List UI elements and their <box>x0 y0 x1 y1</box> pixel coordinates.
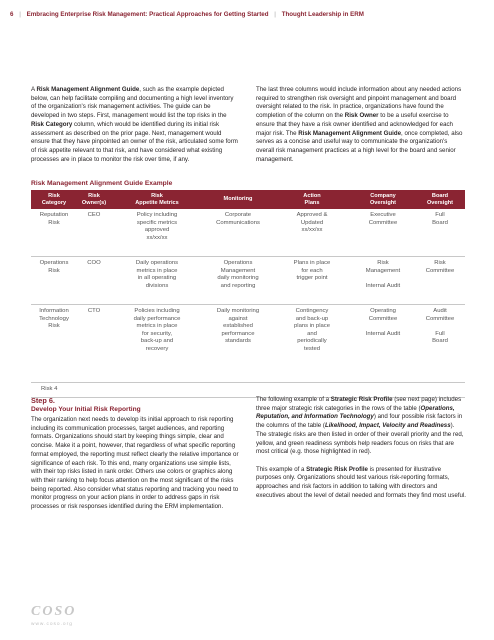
table-cell: Reputation Risk <box>39 212 69 226</box>
table-cell: Audit Committee Full Board <box>425 308 455 344</box>
table-row <box>31 257 465 305</box>
text-run: This example of a <box>256 465 307 473</box>
bold-term: Risk Owner <box>344 112 379 120</box>
column-header <box>415 190 465 209</box>
footer-url[interactable]: www.coso.org <box>31 622 73 627</box>
table-cell: Risk Management Internal Audit <box>365 260 401 289</box>
bold-term: Strategic Risk Profile <box>330 396 393 403</box>
intro-left-column <box>31 86 239 173</box>
text-run: to be a useful exercise to ensure that they have a risk owner identified and acknowledged for each major risk. The <box>256 112 453 137</box>
table-cell: COO <box>87 260 101 266</box>
bold-term: Risk Management Alignment Guide <box>36 86 140 93</box>
step-left-column <box>31 416 239 520</box>
text-run: column, which would be identified during its initial risk assessment as described on the prior page. Next, management would ensure that they have pinpointed an owner of the risk, articulated some form of risk appetite relevant to that risk, and have considered what existing processes are in place to monitor the risk over time, if any. <box>31 120 238 163</box>
series-title: Thought Leadership in ERM <box>281 11 364 18</box>
intro-paragraph <box>256 86 466 164</box>
table-cell: Contingency and back-up plans in place and periodically tested <box>293 308 331 352</box>
table-cell: Operations Risk <box>39 260 69 274</box>
alignment-guide-table <box>31 190 465 398</box>
column-header-label: Monitoring <box>223 196 253 202</box>
italic-term: Operations, Reputation, and Information Technology <box>256 404 455 421</box>
column-header <box>351 190 415 209</box>
table-header-row <box>31 190 465 209</box>
step-right-column <box>256 396 466 509</box>
column-header-label: Action Plans <box>303 192 321 206</box>
table-row <box>31 209 465 257</box>
header-separator: | <box>19 11 21 18</box>
profile-paragraph <box>256 396 466 457</box>
document-title: Embracing Enterprise Risk Management: Practical Approaches for Getting Started <box>26 11 269 18</box>
table-cell: Executive Committee <box>368 212 398 226</box>
text-run: A <box>31 86 37 93</box>
step-subheading: Develop Your Initial Risk Reporting <box>31 406 141 413</box>
intro-right-column <box>256 86 466 173</box>
header-separator: | <box>274 11 276 18</box>
coso-logo: COSO <box>31 604 77 619</box>
column-header <box>77 190 111 209</box>
profile-paragraph <box>256 466 466 501</box>
running-header <box>10 11 484 23</box>
page-number: 6 <box>10 11 14 18</box>
table-cell: Operations Management daily monitoring and reporting <box>217 260 259 289</box>
column-header <box>273 190 351 209</box>
table-cell: Policies including daily performance metrics in place for security, back-up and recovery <box>133 308 181 352</box>
text-run: is presented for illustrative purposes only. Organizations should test various risk-reporting formats, approaches and risk factors in addition to talking with directors and executives about the level of detail needed and formats they find most useful. <box>256 465 466 499</box>
table-cell: Policy including specific metrics approved xx/xx/xx <box>136 212 178 241</box>
text-run: , such as the example depicted below, can help facilitate compiling and documenting a high level inventory of the organization's risk management activities. The guide can be developed in two steps. First, management would list the top risks in the <box>31 86 234 120</box>
table-cell: Daily monitoring against established performance standards <box>216 308 260 344</box>
table-cell: Operating Committee Internal Audit <box>365 308 401 337</box>
column-header <box>31 190 77 209</box>
table-title: Risk Management Alignment Guide Example <box>31 180 173 187</box>
italic-term: Likelihood, Impact, Velocity and Readiness <box>324 422 451 430</box>
table-cell: CTO <box>87 308 101 314</box>
column-header-label: Risk Category <box>41 192 67 206</box>
table-cell: Risk 4 <box>41 386 58 392</box>
text-run: ) and four possible risk factors in the columns of the table ( <box>256 413 463 430</box>
column-header <box>203 190 273 209</box>
table-row <box>31 305 465 383</box>
table-cell: Corporate Communications <box>216 212 260 226</box>
text-run: , once completed, also serves as a concise and useful way to communicate the organization's overall risk management practices at a high level for the board and senior management. <box>256 129 463 163</box>
column-header-label: Board Oversight <box>426 192 454 206</box>
bold-term: Risk Category <box>31 120 73 128</box>
column-header-label: Company Oversight <box>369 192 397 206</box>
text-run: The following example of a <box>256 396 331 403</box>
intro-paragraph <box>31 86 239 164</box>
table-body <box>31 209 465 383</box>
table-cell: Full Board <box>432 212 448 226</box>
table-cell: Plans in place for each trigger point <box>293 260 331 281</box>
step-heading: Step 6. <box>31 396 55 405</box>
text-run: ). The strategic risks are then listed in order of their overall priority and the red, yellow, and green readiness symbols help readers focus on risks that are most critical (e.g. those highlighted in red). <box>256 422 464 456</box>
column-header-label: Risk Owner(s) <box>81 192 107 206</box>
table-cell: Risk Committee <box>425 260 455 274</box>
bold-term: Risk Management Alignment Guide <box>298 129 402 137</box>
table-cell: Daily operations metrics in place in all operating divisions <box>135 260 179 289</box>
table-cell: CEO <box>87 212 101 218</box>
table-cell: Information Technology Risk <box>39 308 69 329</box>
text-run: The last three columns would include information about any needed actions required to strengthen risk oversight and pinpoint management and board oversight related to the risk. In practice, organizations have found the completion of the column on the <box>256 86 462 120</box>
table-cell: Approved & Updated xx/xx/xx <box>296 212 328 233</box>
step-paragraph: The organization next needs to develop its initial approach to risk reporting including its communication processes, target audiences, and reporting formats. Organizations should start by keeping things simple, clear and concise. Make it a point, however, that regardless of what specific reporting format employed, the reporting must reflect clearly the relative importance or significance of each risk. To this end, many organizations use simple lists, with their top risks listed in rank order. Others use colors or graphics along with their ranking to help focus attention on the most significant of the risks being reported. Also consider what status reporting and tracking you need to monitor progress on your action plans in order to address gaps in risk processes or risk responses identified during the ERM implementation. <box>31 416 239 511</box>
text-run: (see next page) includes three major strategic risk categories in the rows of the table ( <box>256 396 462 412</box>
column-header-label: Risk Appetite Metrics <box>135 192 179 206</box>
bold-term: Strategic Risk Profile <box>306 465 368 473</box>
column-header <box>111 190 203 209</box>
